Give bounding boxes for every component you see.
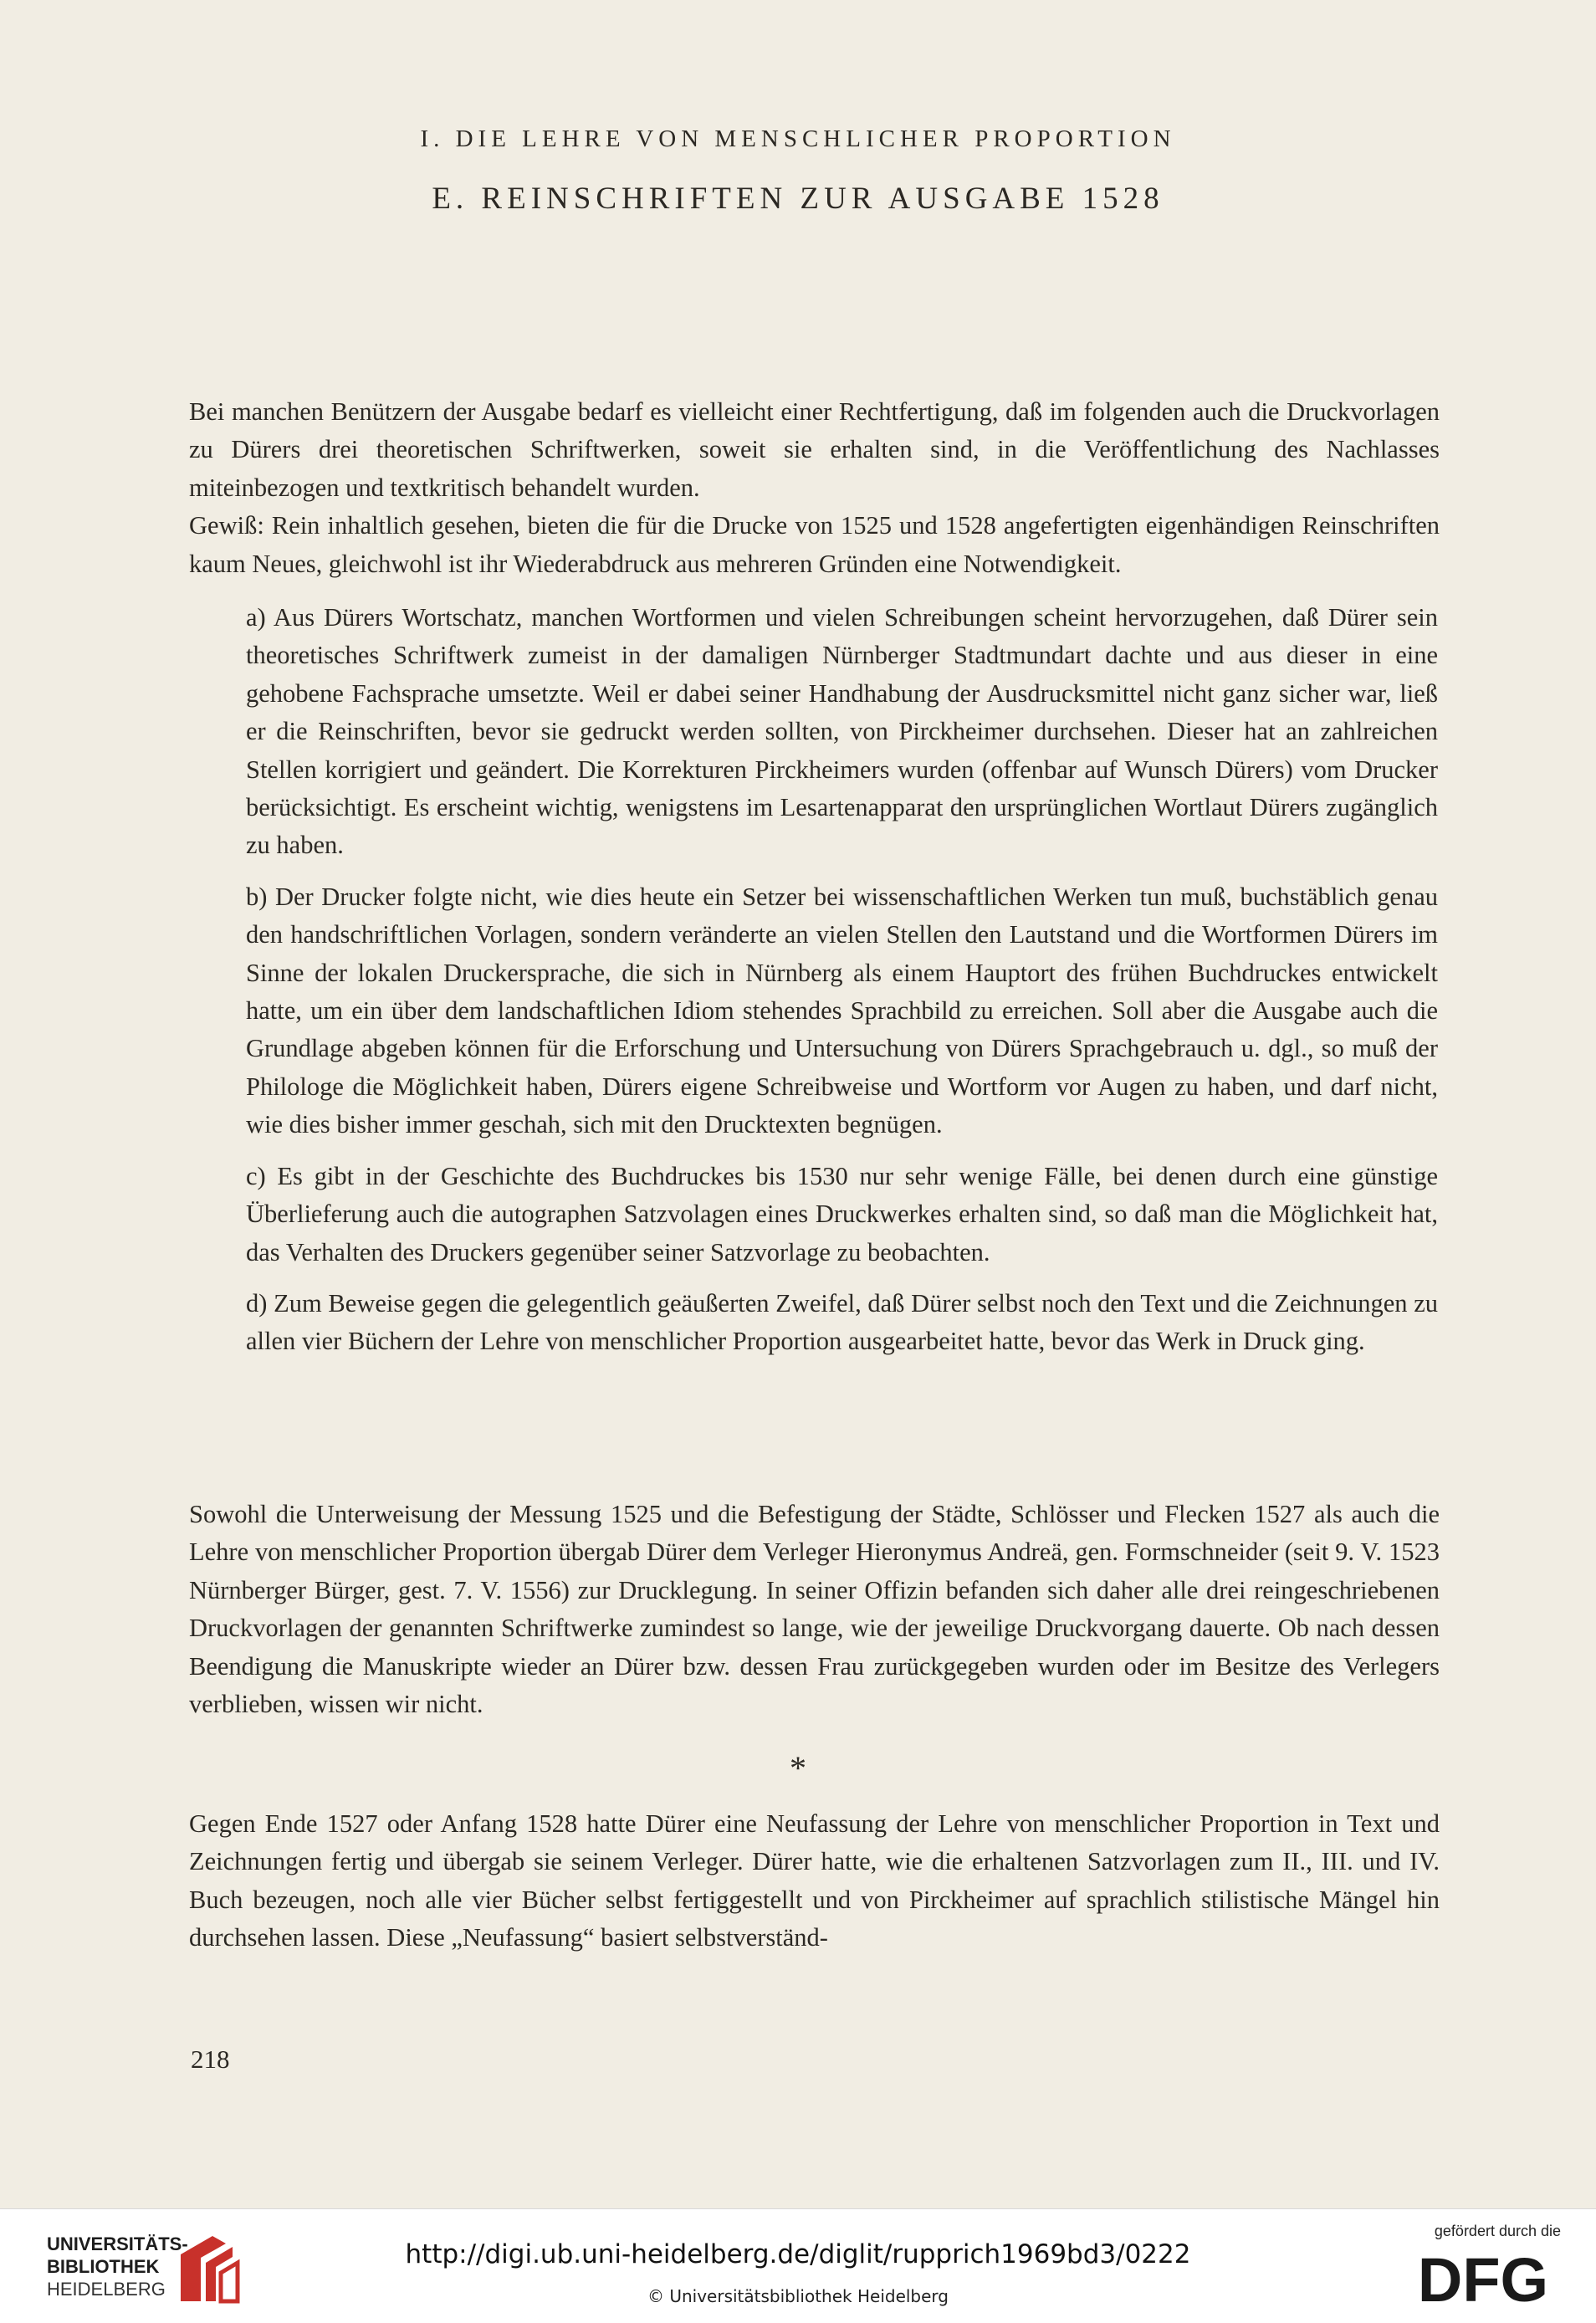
list-item-b: b) Der Drucker folgte nicht, wie dies heute ein Setzer bei wissenschaftlichen Werken tun muß, buchstäblich genau den handschriftlichen Vorlagen, sondern veränderte an vielen Stellen den Lautstand und die Wortformen Dürers im Sinne der lokalen Druckersprache, die sich in Nürnberg als einem Hauptort des frühen Buchdruckes entwickelt hatte, um ein über dem landschaftlichen Idiom stehendes Sprachbild zu erreichen. Soll aber die Ausgabe auch die Grundlage abgeben können für die Erforschung und Untersuchung von Dürers Sprachgebrauch u. dgl., so muß der Philologe die Möglichkeit haben, Dürers eigene Schreibweise und Wortform vor Augen zu haben, und darf nicht, wie dies bisher immer geschah, sich mit den Drucktexten begnügen. — [246, 882, 1438, 1139]
library-name-line2: BIBLIOTHEK — [47, 2256, 160, 2277]
section-separator: * — [790, 1749, 806, 1787]
dfg-logo-text: DFG — [1417, 2249, 1549, 2308]
library-name-line3: HEIDELBERG — [47, 2279, 166, 2300]
list-item-c: c) Es gibt in der Geschichte des Buchdruckes bis 1530 nur sehr wenige Fälle, bei denen durch eine günstige Überlieferung auch die autographen Satzvolagen eines Druckwerkes erhalten sind, so daß man die Möglichkeit hat, das Verhalten des Druckers gegenüber seiner Satzvorlage zu beobachten. — [246, 1161, 1438, 1266]
funding-label: gefördert durch die — [1434, 2223, 1561, 2239]
publisher-paragraph: Sowohl die Unterweisung der Messung 1525 und die Befestigung der Städte, Schlösser und Flecken 1527 als auch die Lehre von menschlicher Proportion übergab Dürer dem Verleger Hieronymus Andreä, gen. Formschneider (seit 9. V. 1523 Nürnberger Bürger, gest. 7. V. 1556) zur Drucklegung. In seiner Offizin befanden sich daher alle drei reingeschriebenen Druckvorlagen der genannten Schriftwerke zumindest so lange, wie der jeweilige Druckvorgang dauerte. Ob nach dessen Beendigung die Manuskripte wieder an Dürer bzw. dessen Frau zurückgegeben wurden oder im Besitze des Verlegers verblieben, wissen wir nicht. — [189, 1500, 1440, 1719]
intro-text — [189, 393, 1440, 583]
permalink-url[interactable]: http://digi.ub.uni-heidelberg.de/diglit/rupprich1969bd3/0222 — [405, 2239, 1191, 2269]
copyright-notice: © Universitätsbibliothek Heidelberg — [647, 2286, 949, 2306]
running-head: I. DIE LEHRE VON MENSCHLICHER PROPORTION — [420, 125, 1176, 152]
intro-paragraph-2: Gewiß: Rein inhaltlich gesehen, bieten die für die Drucke von 1525 und 1528 angefertigten eigenhändigen Reinschriften kaum Neues, gleichwohl ist ihr Wiederabdruck aus mehreren Gründen eine Notwendigkeit. — [189, 511, 1440, 578]
page-number: 218 — [191, 2044, 230, 2074]
library-name-line1: UNIVERSITÄTS- — [47, 2233, 188, 2254]
funder-block[interactable] — [1394, 2223, 1561, 2315]
list-item-d: d) Zum Beweise gegen die gelegentlich geäußerten Zweifel, daß Dürer selbst noch den Text und die Zeichnungen zu allen vier Büchern der Lehre von menschlicher Proportion ausgearbeitet hatte, bevor das Werk in Druck ging. — [246, 1288, 1438, 1356]
viewer-footer — [0, 2208, 1596, 2323]
closing-paragraph: Gegen Ende 1527 oder Anfang 1528 hatte Dürer eine Neufassung der Lehre von menschlicher Proportion in Text und Zeichnungen fertig und übergab sie seinem Verleger. Dürer hatte, wie die erhaltenen Satzvorlagen zum II., III. und IV. Buch bezeugen, noch alle vier Bücher selbst fertiggestellt und von Pirckheimer auf sprachlich stilistische Mängel hin durchsehen lassen. Diese „Neufassung“ basiert selbstverständ- — [189, 1809, 1440, 1952]
section-title: E. REINSCHRIFTEN ZUR AUSGABE 1528 — [432, 182, 1164, 216]
intro-paragraph-1: Bei manchen Benützern der Ausgabe bedarf es vielleicht einer Rechtfertigung, daß im folgenden auch die Druckvorlagen zu Dürers drei theoretischen Schriftwerken, soweit sie erhalten sind, in die Veröffentlichung des Nachlasses miteinbezogen und textkritisch behandelt wurden. — [189, 397, 1440, 502]
dfg-logo-icon — [1407, 2249, 1559, 2308]
reasons-list — [246, 599, 1438, 1374]
list-item-a: a) Aus Dürers Wortschatz, manchen Wortformen und vielen Schreibungen scheint hervorzugehen, daß Dürer sein theoretisches Schriftwerk zumeist in der damaligen Nürnberger Stadtmundart dachte und aus dieser in eine gehobene Fachsprache umsetzte. Weil er dabei seiner Handhabung der Ausdrucksmittel nicht ganz sicher war, ließ er die Reinschriften, bevor sie gedruckt werden sollten, von Pirckheimer durchsehen. Dieser hat an zahlreichen Stellen korrigiert und geändert. Die Korrekturen Pirckheimers wurden (offenbar auf Wunsch Dürers) vom Drucker berücksichtigt. Es erscheint wichtig, wenigstens im Lesartenapparat den ursprünglichen Wortlaut Dürers zugänglich zu haben. — [246, 603, 1438, 860]
